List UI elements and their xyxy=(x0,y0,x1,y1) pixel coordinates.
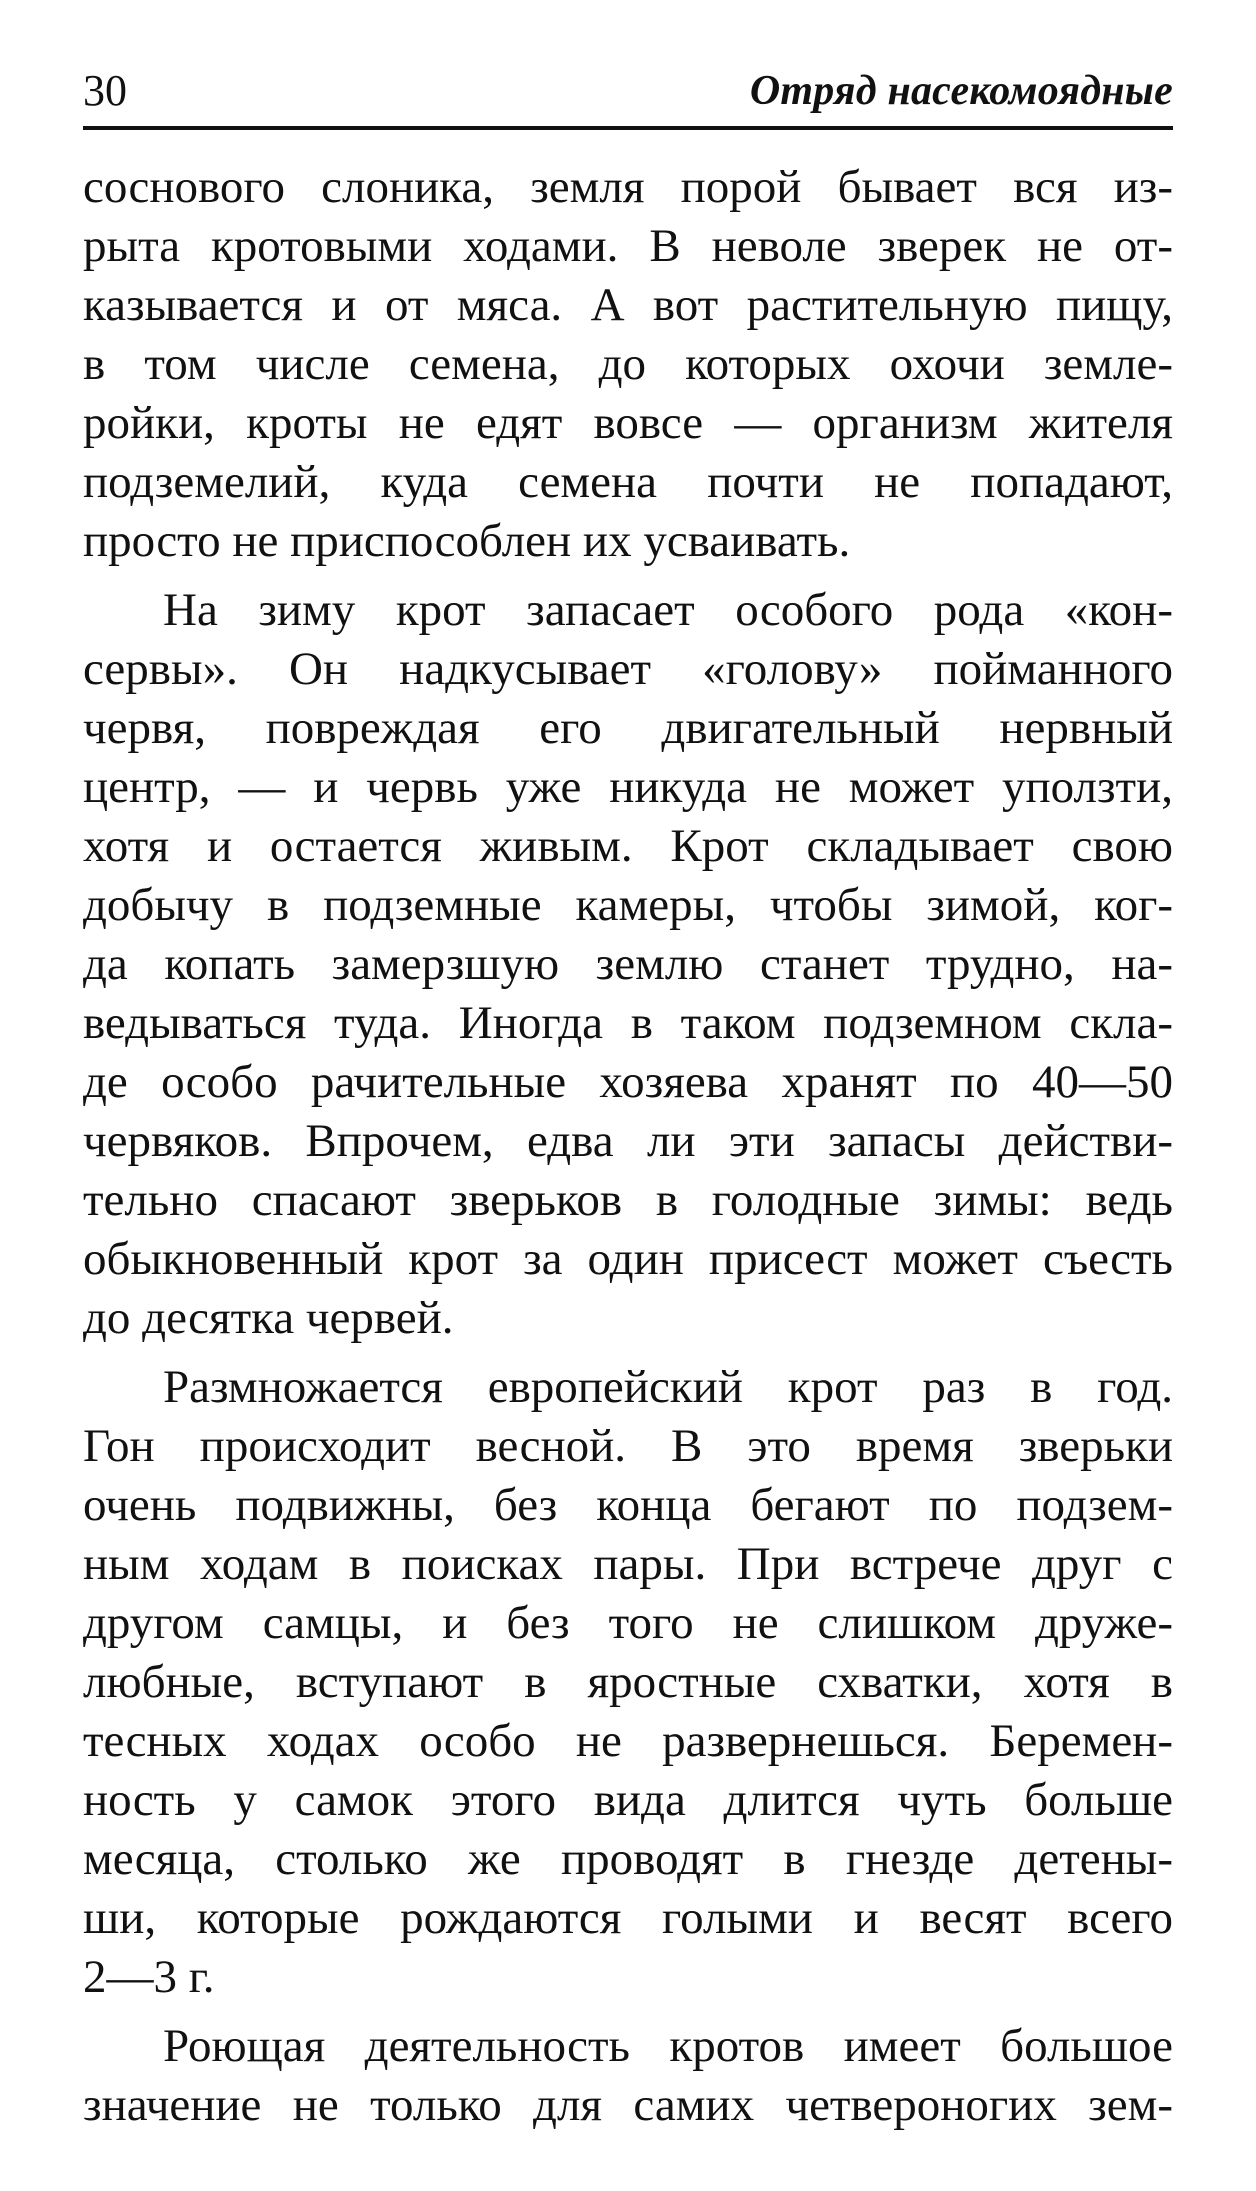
text-line: На зиму крот запасает особого рода «кон- xyxy=(163,584,1173,636)
text-line: любные, вступают в яростные схватки, хотя в xyxy=(83,1656,1173,1708)
page-number: 30 xyxy=(83,66,127,115)
text-line: Гон происходит весной. В это время зверьки xyxy=(83,1420,1173,1472)
text-line: месяца, столько же проводят в гнезде детены- xyxy=(83,1833,1173,1885)
paragraph-2 xyxy=(83,581,1173,1348)
paragraph-4 xyxy=(83,2017,1173,2135)
paragraph-1 xyxy=(83,158,1173,571)
header-rule xyxy=(83,126,1173,130)
text-line: хотя и остается живым. Крот складывает свою xyxy=(83,820,1173,872)
text-line: тельно спасают зверьков в голодные зимы: ведь xyxy=(83,1174,1173,1226)
text-line: ность у самок этого вида длится чуть больше xyxy=(83,1774,1173,1826)
paragraph-3 xyxy=(83,1358,1173,2007)
text-line: обыкновенный крот за один присест может съесть xyxy=(83,1233,1173,1285)
text-line: значение не только для самих четвероногих зем- xyxy=(83,2079,1173,2131)
text-line: ши, которые рождаются голыми и весят всего xyxy=(83,1892,1173,1944)
text-line: просто не приспособлен их усваивать. xyxy=(83,515,851,567)
text-line: да копать замерзшую землю станет трудно, на- xyxy=(83,938,1173,990)
text-line: ным ходам в поисках пары. При встрече друг с xyxy=(83,1538,1173,1590)
running-title: Отряд насекомоядные xyxy=(749,68,1173,114)
page-header xyxy=(83,62,1173,132)
text-line: другом самцы, и без того не слишком друже- xyxy=(83,1597,1173,1649)
text-line: Роющая деятельность кротов имеет большое xyxy=(163,2020,1173,2072)
text-line: центр, — и червь уже никуда не может уползти, xyxy=(83,761,1173,813)
text-line: тесных ходах особо не развернешься. Беремен- xyxy=(83,1715,1173,1767)
body-text xyxy=(83,158,1173,2135)
text-line: червя, повреждая его двигательный нервный xyxy=(83,702,1173,754)
text-line: до десятка червей. xyxy=(83,1292,454,1344)
text-line: подземелий, куда семена почти не попадают, xyxy=(83,456,1173,508)
text-line: 2—3 г. xyxy=(83,1951,215,2003)
text-line: ройки, кроты не едят вовсе — организм жителя xyxy=(83,397,1173,449)
text-line: казывается и от мяса. А вот растительную пищу, xyxy=(83,279,1173,331)
text-line: очень подвижны, без конца бегают по подзем- xyxy=(83,1479,1173,1531)
text-line: в том числе семена, до которых охочи земле- xyxy=(83,338,1173,390)
text-line: рыта кротовыми ходами. В неволе зверек не от- xyxy=(83,220,1173,272)
text-line: червяков. Впрочем, едва ли эти запасы действи- xyxy=(83,1115,1173,1167)
text-line: Размножается европейский крот раз в год. xyxy=(163,1361,1173,1413)
text-line: де особо рачительные хозяева хранят по 40—50 xyxy=(83,1056,1173,1108)
text-line: сервы». Он надкусывает «голову» пойманного xyxy=(83,643,1173,695)
text-line: ведываться туда. Иногда в таком подземном скла- xyxy=(83,997,1173,1049)
text-line: соснового слоника, земля порой бывает вся из- xyxy=(83,161,1173,213)
text-line: добычу в подземные камеры, чтобы зимой, ког- xyxy=(83,879,1173,931)
